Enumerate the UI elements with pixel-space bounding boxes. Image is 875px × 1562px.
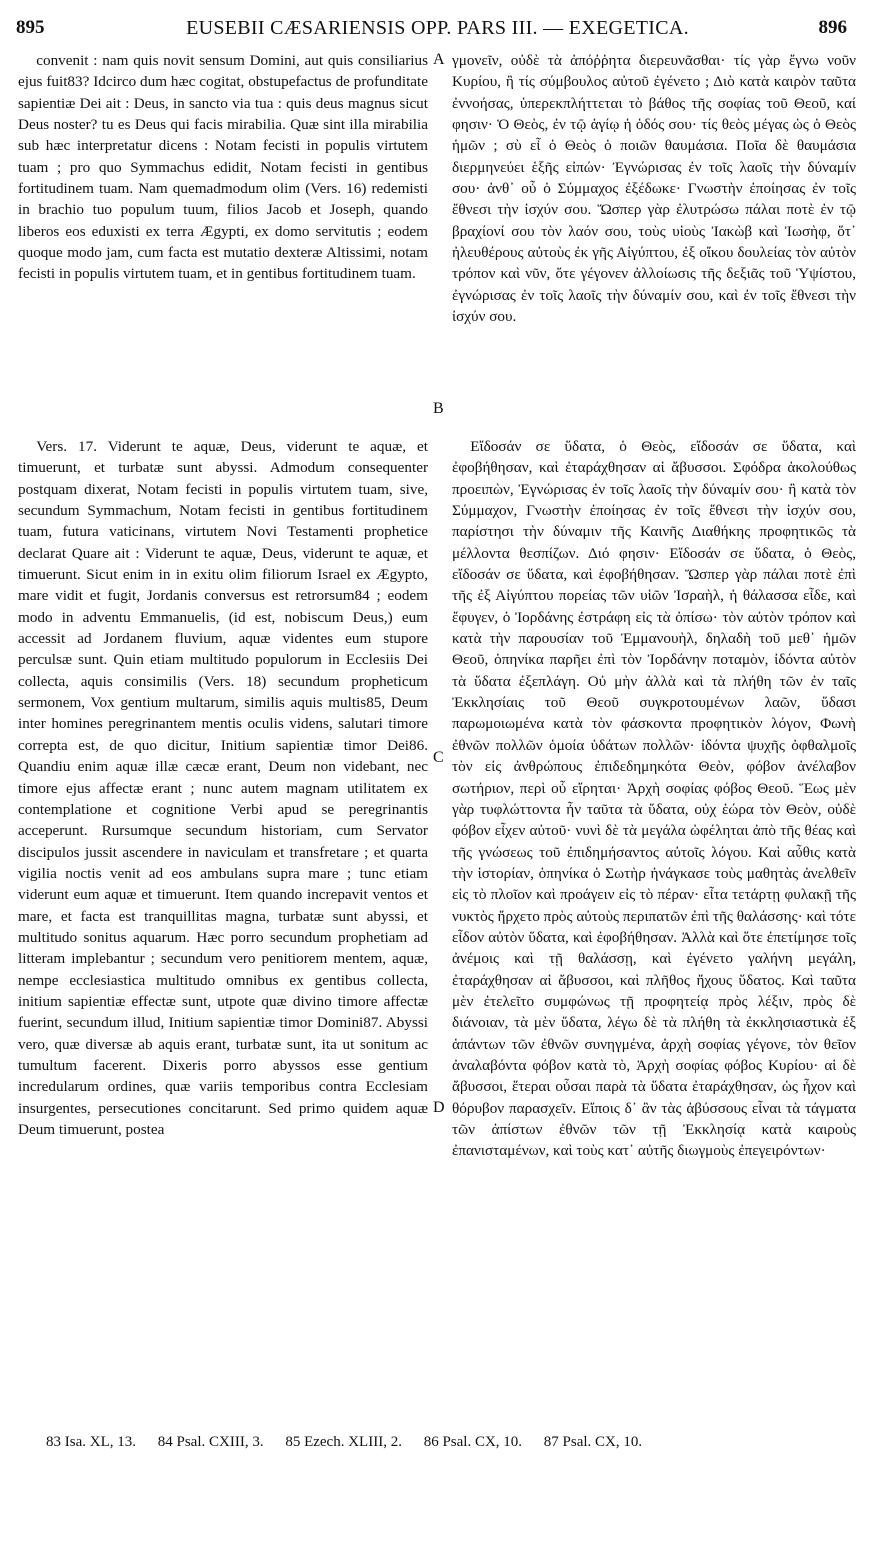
footnote: 84 Psal. CXIII, 3.: [157, 1434, 264, 1450]
greek-column-para1: [452, 50, 856, 327]
footnote: 87 Psal. CX, 10.: [543, 1434, 643, 1450]
greek-paragraph: γμονεῖν, οὐδὲ τὰ ἀπόῤῥητα διερευνᾶσθαι· τίς γὰρ ἔγνω νοῦν Κυρίου, ἢ τίς σύμβουλος αὐτοῦ ἐγένετο ; Διὸ κατὰ καιρὸν ταῦτα ἐννοήσας, ὑπερεκπλήττεται τὸ βάθος τῆς σοφίας τοῦ Θεοῦ, καί φησιν· Ὁ Θεὸς, ἐν τῷ ἁγίῳ ἡ ὁδός σου· τίς θεὸς μέγας ὡς ὁ Θεὸς ἡμῶν ; σὺ εἶ ὁ Θεὸς ὁ ποιῶν θαυμάσια. Ποῖα δὲ θαυμάσια διερμηνεύει ἑξῆς εἰπών· Ἐγνώρισας ἐν τοῖς λαοῖς τὴν δύναμίν σου· ἀνθ᾽ οὗ ὁ Σύμμαχος ἐξέδωκε· Γνωστὴν ἐποίησας ἐν τοῖς ἔθνεσι τὴν ἰσχύν σου. Ὥσπερ γὰρ ἐλυτρώσω πάλαι ποτὲ ἐν τῷ βραχίονί σου τὸν λαόν σου, τοὺς υἱοὺς Ἰακὼβ καὶ Ἰωσὴφ, ὅτ᾽ ἠλευθέρους αὐτοὺς ἐκ γῆς Αἰγύπτου, ἐξ οἴκου δουλείας τὸν αὐτὸν τρόπον καὶ νῦν, ὅτε γέγονεν ἀλλοίωσις τῆς δεξιᾶς τοῦ Ὑψίστου, ἐγνώρισας ἐν τοῖς λαοῖς τὴν δύναμίν σου, καὶ ἐν τοῖς ἔθνεσι τὴν ἰσχύν σου.: [452, 52, 856, 326]
latin-column-para1: [18, 50, 428, 285]
margin-letter-c: C: [433, 749, 444, 766]
running-header: [0, 7, 875, 37]
footnote: 86 Psal. CX, 10.: [423, 1434, 523, 1450]
page-number-right: 896: [818, 17, 847, 38]
greek-column-para2: [452, 436, 856, 1162]
margin-letter-d: D: [433, 1099, 445, 1116]
greek-paragraph-vers17: Εἴδοσάν σε ὕδατα, ὁ Θεὸς, εἴδοσάν σε ὕδατα, καὶ ἐφοβήθησαν, καὶ ἐταράχθησαν αἱ ἄβυσσοι. Σφόδρα ἀκολούθως προειπὼν, Ἐγνώρισας ἐν τοῖς λαοῖς τὴν δύναμίν σου· ἢ κατὰ τὸν Σύμμαχον, Γνωστὴν ἐποίησας ἐν τοῖς ἔθνεσι τὴν ἰσχύν σου, παρίστησι τὴν δύναμιν τῆς Καινῆς Διαθήκης προφητικῶς τὰ μέλλοντα θεσπίζων. Διό φησιν· Εἴδοσάν σε ὕδατα, ὁ Θεὸς, εἴδοσάν σε ὕδατα, καὶ ἐφοβήθησαν. Ὥσπερ γὰρ πάλαι ποτὲ ἐπὶ τῆς ἐξ Αἰγύπτου πορείας τῶν υἱῶν Ἰσραὴλ, ἡ θάλασσα εἶδε, καὶ ἔφυγεν, ὁ Ἰορδάνης ἐστράφη εἰς τὰ ὀπίσω· τὸν αὐτὸν τρόπον καὶ κατὰ τὴν παρουσίαν τοῦ Ἐμμανουὴλ, δηλαδὴ τοῦ μεθ᾽ ἡμῶν Θεοῦ, ὁπηνίκα παρῆει ἐπὶ τὸν Ἰορδάνην ποταμὸν, ἰδόντα αὐτὸν τὰ ὕδατα ἐξεπλάγη. Οὐ μὴν ἀλλὰ καὶ τὰ πλήθη τῶν ἐν ταῖς Ἐκκλησίαις τοῦ Θεοῦ συγκροτουμένων λαῶν, ὕδασι παρωμοιωμένα κατὰ τὸν φάσκοντα προφητικὸν λόγον, Φωνὴ ἐθνῶν πολλῶν ὁμοία ὑδάτων πολλῶν· ἰδόντα ψυχῆς ὀφθαλμοῖς τὸν εἰς ἀνθρώπους ἐπιδεδημηκότα Θεὸν, φόβον ἀνέλαβον σωτήριον, περὶ οὗ εἴρηται· Ἀρχὴ σοφίας φόβος Θεοῦ. Ἕως μὲν γὰρ τυφλώττοντα ἦν ταῦτα τὰ ὕδατα, οὐχ ἑώρα τὸν Θεὸν, οὐδὲ φόβον εἶχεν αὐτοῦ· νυνὶ δὲ τὰ μεγάλα ὠφέληται ἀπὸ τῆς θέας καὶ τῆς γνώσεως τοῦ ἐπιδημήσαντος αὐτοῖς λόγου. Καὶ αὖθις κατὰ τὴν ἱστορίαν, ὁπηνίκα ὁ Σωτὴρ ἠνάγκασε τοὺς μαθητὰς ἀνελθεῖν εἰς τὸ πλοῖον καὶ προάγειν εἰς τὸ πέραν· εἶτα τετάρτῃ φυλακῇ τῆς νυκτὸς ἤρχετο πρὸς αὐτοὺς περιπατῶν ἐπὶ τῆς θαλάσσης· καὶ τότε εἶδον αὐτὸν ὕδατα, καὶ ἐφοβήθησαν. Ἀλλὰ καὶ ὅτε ἐπετίμησε τοῖς ἀνέμοις καὶ τῇ θαλάσσῃ, καὶ ἐγένετο γαλήνη μεγάλη, ἐταράχθησαν αἱ ἄβυσσοι, καὶ πλῆθος ἤχους ὕδατος. Καὶ ταῦτα μὲν ἐτελεῖτο συμφώνως τῇ προφητείᾳ πρὸς λέξιν, πρὸς δὲ διάνοιαν, τὰ μὲν ὕδατα, λέγω δὲ τὰ πλήθη τὰ ἐκκλησιαστικὰ ἐξ ἁπάντων τῶν ἐθνῶν συνηγμένα, ἀρχὴ σοφίας γέγονε, τὸν θεῖον ἀναλαβόντα φόβον κατὰ τὸ, Ἀρχὴ σοφίας φόβος Κυρίου· αἱ δὲ ἄβυσσοι, ἕτεραι οὖσαι παρὰ τὰ ὕδατα ἐταράχθησαν, ὡς ἦχον καὶ θόρυβον παρασχεῖν. Εἴποις δ᾽ ἂν τὰς ἀβύσσους εἶναι τὰ τάγματα τῶν ἀπίστων ἐθνῶν τῶν τῇ Ἐκκλησίᾳ κατὰ καιροὺς ἐπανισταμένων, καὶ τοὺς κατ᾽ αὐτῆς διωγμοὺς ἐπεγειρόντων·: [452, 438, 856, 1160]
margin-letter-b: B: [433, 400, 444, 417]
footnote: 83 Isa. XL, 13.: [46, 1434, 136, 1450]
footnotes: [46, 1434, 660, 1451]
running-head-title: EUSEBII CÆSARIENSIS OPP. PARS III. — EXEGETICA.: [186, 17, 689, 39]
latin-paragraph-vers17: Vers. 17. Viderunt te aquæ, Deus, viderunt te aquæ, et timuerunt, et turbatæ sunt abyssi. Admodum consequenter postquam dixerat, Notam fecisti in populis virtutem tuam, sive, secundum Symmachum, Notam fecisti in gentibus fortitudinem tuam, futura vaticinans, virtutem Novi Testamenti prophetice declarat Quare ait : Viderunt te aquæ, Deus, viderunt te aquæ, et timuerunt. Sicut enim in in exitu olim filiorum Israel ex Ægypto, mare vidit et fugit, Jordanis conversus est retrorsum84 ; eodem modo in adventu Emmanuelis, (id est, nobiscum Deus,) eum accessit ad Jordanem fluvium, aquæ videntes eum stupore perculsæ sunt. Quin etiam multitudo populorum in Ecclesiis Dei collecta, aquis consimilis (Vers. 18) secundum propheticum sermonem, Vox gentium multarum, similis aquis multis85, Deum inter homines peregrinantem mentis oculis videns, salutari timore correpta est, de quo dicitur, Initium sapientiæ timor Dei86. Quandiu enim aquæ illæ cæcæ erant, Deum non videbant, nec timore ejus affectæ erant ; nunc autem magnam utilitatem ex contemplatione et cognitione Verbi apud se peregrinantis acceperunt. Rursumque secundum historiam, cum Servator discipulos jussit ascendere in naviculam et transfretare ; et quarta vigilia noctis venit ad eos ambulans supra mare ; tunc etiam viderunt eum aquæ et timuerunt. Item quando increpavit ventos et mare, et facta est tranquillitas magna, turbatæ sunt abyssi, et multitudo sonitus aquarum. Hæc porro secundum prophetiam ad litteram implebantur ; secundum vero penitiorem mentem, aquæ, nempe ecclesiastica multitudo omnibus ex gentibus collecta, initium sapientiæ effectæ sunt, utpote quæ divino timore affectæ fuerint, secundum illud, Initium sapientiæ timor Domini87. Abyssi vero, quæ diversæ ab aquis erant, turbatæ sunt, ita ut sonitum ac tumultum facerent. Dixeris porro abyssos esse gentium incredularum ordines, quæ variis temporibus contra Ecclesiam insurgentes, persecutiones concitarunt. Sed primo quidem aquæ Deum timuerunt, postea: [18, 438, 428, 1138]
latin-paragraph: convenit : nam quis novit sensum Domini, aut quis consiliarius ejus fuit83? Idcirco dum hæc cogitat, obstupefactus de profunditate sapientiæ Dei ait : Deus, in sancto via tua : quis deus magnus sicut Deus noster? tu es Deus qui facis mirabilia. Quæ sint illa mirabilia sub hæc interpretatur dicens : Notam fecisti in populis virtutem tuam ; pro quo Symmachus edidit, Notam fecisti in gentibus fortitudinem tuam. Nam quemadmodum olim (Vers. 16) redemisti in brachio tuo populum tuum, filios Jacob et Joseph, quando liberos eos eduxisti ex terra Ægypti, ex domo servitutis ; eodem quoque modo jam, cum facta est mutatio dexteræ Altissimi, notam fecisti in populis virtutem tuam, et in gentibus fortitudinem tuam.: [18, 52, 428, 283]
margin-letter-a: A: [433, 51, 445, 68]
latin-column-para2: [18, 436, 428, 1140]
page-number-left: 895: [16, 17, 45, 38]
footnote: 85 Ezech. XLIII, 2.: [285, 1434, 402, 1450]
